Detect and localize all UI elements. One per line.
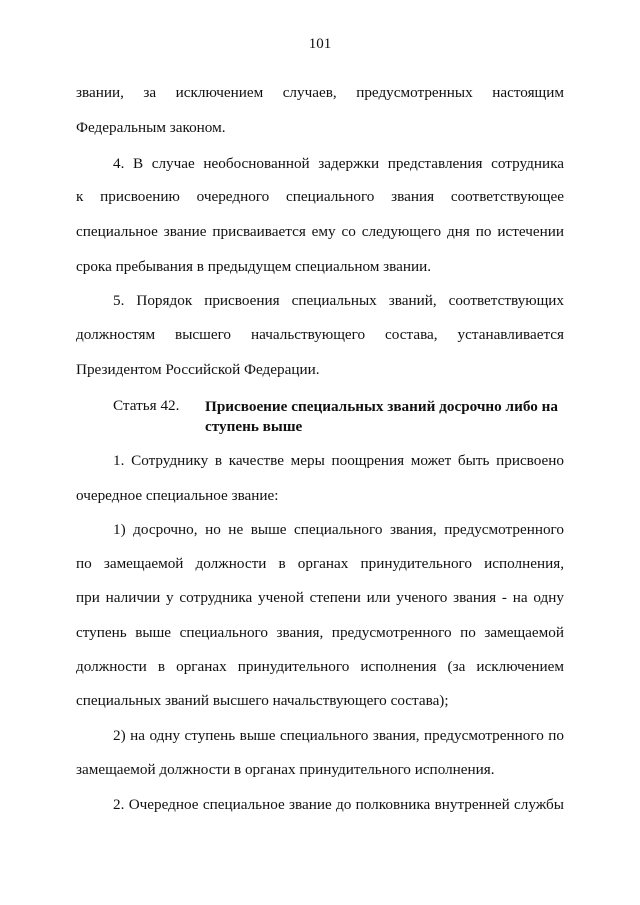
article-title: Присвоение специальных званий досрочно либо на ступень выше [205, 398, 558, 435]
text-line: звании, за исключением случаев, предусмотренных настоящим [76, 84, 564, 101]
text-line: специальных званий высшего начальствующего состава); [76, 692, 449, 709]
text-line: очередное специальное звание: [76, 487, 279, 504]
text-line: 2. Очередное специальное звание до полковника внутренней службы [113, 796, 564, 813]
text-line: 1. Сотруднику в качестве меры поощрения может быть присвоено [113, 452, 564, 469]
text-line: 1) досрочно, но не выше специального звания, предусмотренного [113, 521, 564, 538]
page-number: 101 [308, 36, 332, 52]
text-line: по замещаемой должности в органах принудительного исполнения, [76, 555, 564, 572]
text-line: ступень выше специального звания, предусмотренного по замещаемой [76, 624, 564, 641]
text-line: 5. Порядок присвоения специальных званий, соответствующих [113, 292, 564, 309]
article-label: Статья 42. [113, 397, 180, 414]
text-line: должности в органах принудительного исполнения (за исключением [76, 658, 564, 675]
text-line: Президентом Российской Федерации. [76, 361, 320, 378]
text-line: специальное звание присваивается ему со следующего дня по истечении [76, 223, 564, 240]
text-line: 2) на одну ступень выше специального звания, предусмотренного по [113, 727, 564, 744]
text-line: должностям высшего начальствующего состава, устанавливается [76, 326, 564, 343]
text-line: при наличии у сотрудника ученой степени или ученого звания - на одну [76, 589, 564, 606]
text-line: Федеральным законом. [76, 119, 226, 136]
text-line: к присвоению очередного специального звания соответствующее [76, 188, 564, 205]
text-line: замещаемой должности в органах принудительного исполнения. [76, 761, 495, 778]
text-line: 4. В случае необоснованной задержки представления сотрудника [113, 155, 564, 172]
text-line: срока пребывания в предыдущем специальном звании. [76, 258, 432, 275]
